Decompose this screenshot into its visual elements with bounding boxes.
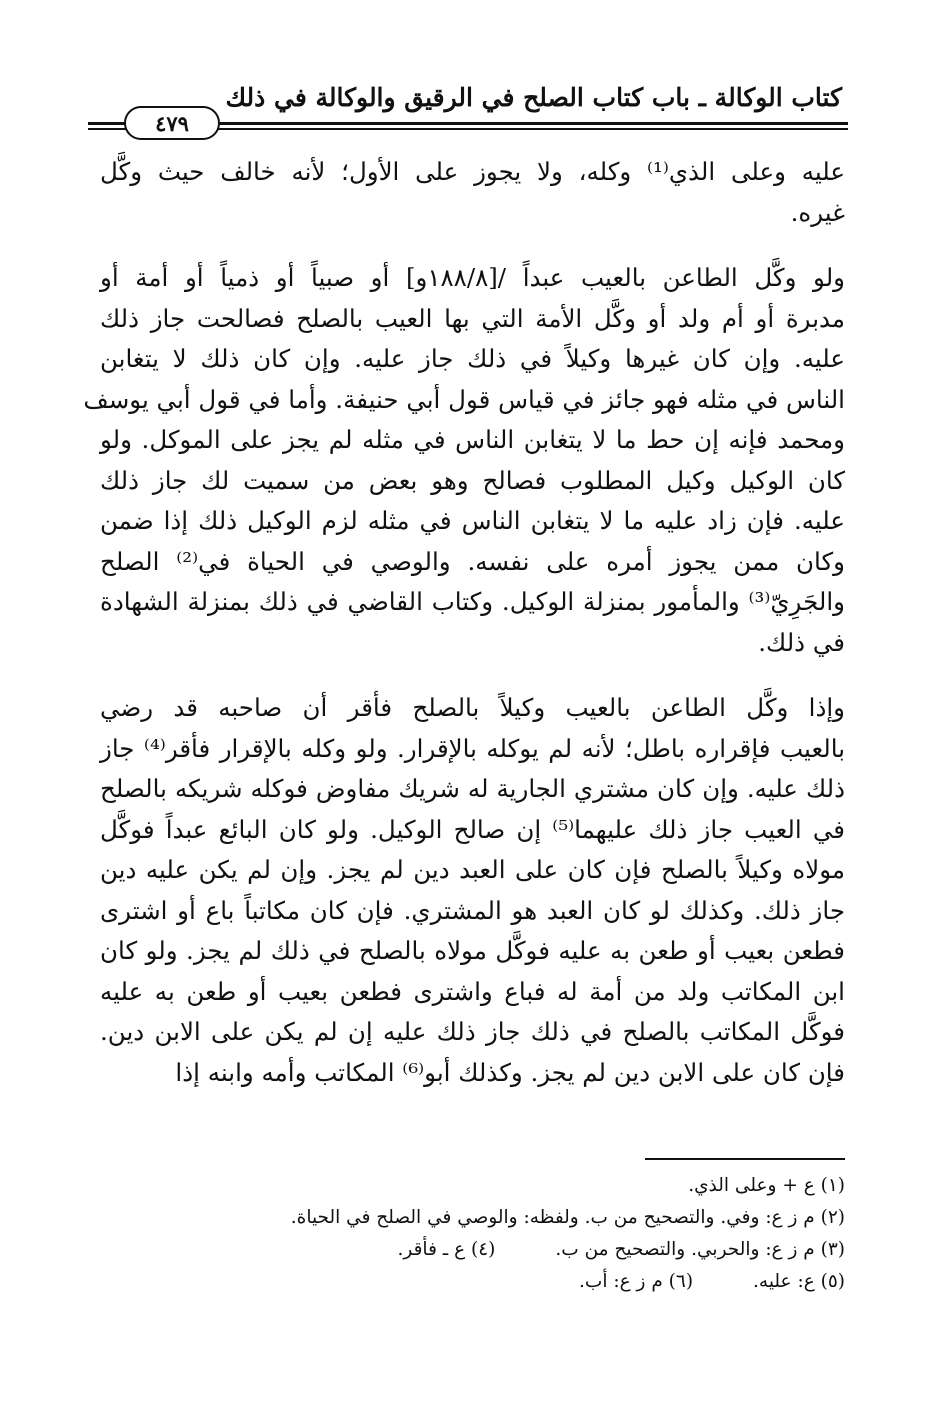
text-line: فوكَّل المكاتب بالصلح في ذلك جاز ذلك عليه إن لم يكن على الابن دين. [100, 1017, 845, 1046]
footnote-item: (٢) م ز ع: وفي. والتصحيح من ب. ولفظه: والوصي في الصلح في الحياة. [290, 1207, 845, 1228]
footnote-item: (١) ع + وعلى الذي. [688, 1175, 845, 1196]
text-line: الناس في مثله فهو جائز في قياس قول أبي حنيفة. وأما في قول أبي يوسف [83, 384, 845, 414]
text-line: مولاه وكيلاً بالصلح فإن كان على العبد دين لم يجز. وإن لم يكن عليه دين [100, 855, 845, 884]
text-line: في العيب جاز ذلك عليهما⁽⁵⁾ إن صالح الوكيل. ولو كان البائع عبداً فوكَّل [100, 814, 845, 844]
footnotes [100, 1170, 845, 1298]
text-line: ومحمد فإنه إن حط ما لا يتغابن الناس في مثله لم يجز على الموكل. ولو [100, 425, 845, 454]
text-line: والجَرِيّ⁽³⁾ والمأمور بمنزلة الوكيل. وكتاب القاضي في ذلك بمنزلة الشهادة [100, 587, 845, 616]
footnote-row [100, 1202, 845, 1234]
paragraph [83, 258, 846, 663]
footnote-item: (٦) م ز ع: أب. [579, 1271, 694, 1292]
text-line: ابن المكاتب ولد من أمة له فباع واشترى فطعن بعيب أو طعن به عليه [100, 976, 845, 1006]
footnote-item: (٤) ع ـ فأقر. [397, 1239, 496, 1260]
text-line: عليه وعلى الذي⁽¹⁾ وكله، ولا يجوز على الأول؛ لأنه خالف حيث وكَّل [100, 157, 845, 186]
text-line: فإن كان على الابن دين لم يجز. وكذلك أبو⁽⁶⁾ المكاتب وأمه وابنه إذا [175, 1057, 845, 1087]
paragraph [100, 688, 845, 1093]
footnote-separator [645, 1158, 845, 1160]
text-line: مدبرة أو أم ولد أو وكَّل الأمة التي بها العيب بالصلح فصالحت جاز ذلك [100, 303, 845, 333]
page-number: ٤٧٩ [124, 106, 220, 140]
text-line: عليه. فإن زاد عليه ما لا يتغابن الناس في مثله لزم الوكيل ذلك إذا ضمن [100, 506, 845, 535]
text-line: وكان ممن يجوز أمره على نفسه. والوصي في الحياة في⁽²⁾ الصلح [100, 546, 846, 576]
running-title: كتاب الوكالة ـ باب كتاب الصلح في الرقيق والوكالة في ذلك [225, 83, 842, 112]
footnote-row [100, 1266, 845, 1298]
text-line: ذلك عليه. وإن كان مشتري الجارية له شريك مفاوض فوكله شريكه بالصلح [100, 774, 845, 803]
paragraph [100, 152, 845, 233]
footnote-item: (٣) م ز ع: والحربي. والتصحيح من ب. [555, 1239, 845, 1260]
text-line: في ذلك. [758, 627, 845, 657]
text-line: فطعن بعيب أو طعن به عليه فوكَّل مولاه بالصلح في ذلك لم يجز. ولو كان [100, 936, 845, 965]
main-text [83, 152, 846, 1118]
text-line: جاز ذلك. وكذلك لو كان العبد هو المشتري. فإن كان مكاتباً باع أو اشترى [100, 895, 845, 925]
footnote-item: (٥) ع: عليه. [753, 1271, 845, 1292]
text-line: كان الوكيل وكيل المطلوب فصالح وهو بعض من سميت لك جاز ذلك [100, 465, 845, 495]
text-line: ولو وكَّل الطاعن بالعيب عبداً /[١٨٨/٨و] أو صبياً أو ذمياً أو أمة أو [100, 263, 845, 292]
footnote-row [100, 1170, 845, 1202]
text-line: وإذا وكَّل الطاعن بالعيب وكيلاً بالصلح فأقر أن صاحبه قد رضي [100, 693, 845, 722]
text-line: بالعيب فإقراره باطل؛ لأنه لم يوكله بالإقرار. ولو وكله بالإقرار فأقر⁽⁴⁾ جاز [100, 733, 846, 763]
footnote-row [100, 1234, 845, 1266]
text-line: غيره. [790, 197, 845, 227]
text-line: عليه. وإن كان غيرها وكيلاً في ذلك جاز عليه. وإن كان ذلك لا يتغابن [100, 344, 845, 373]
